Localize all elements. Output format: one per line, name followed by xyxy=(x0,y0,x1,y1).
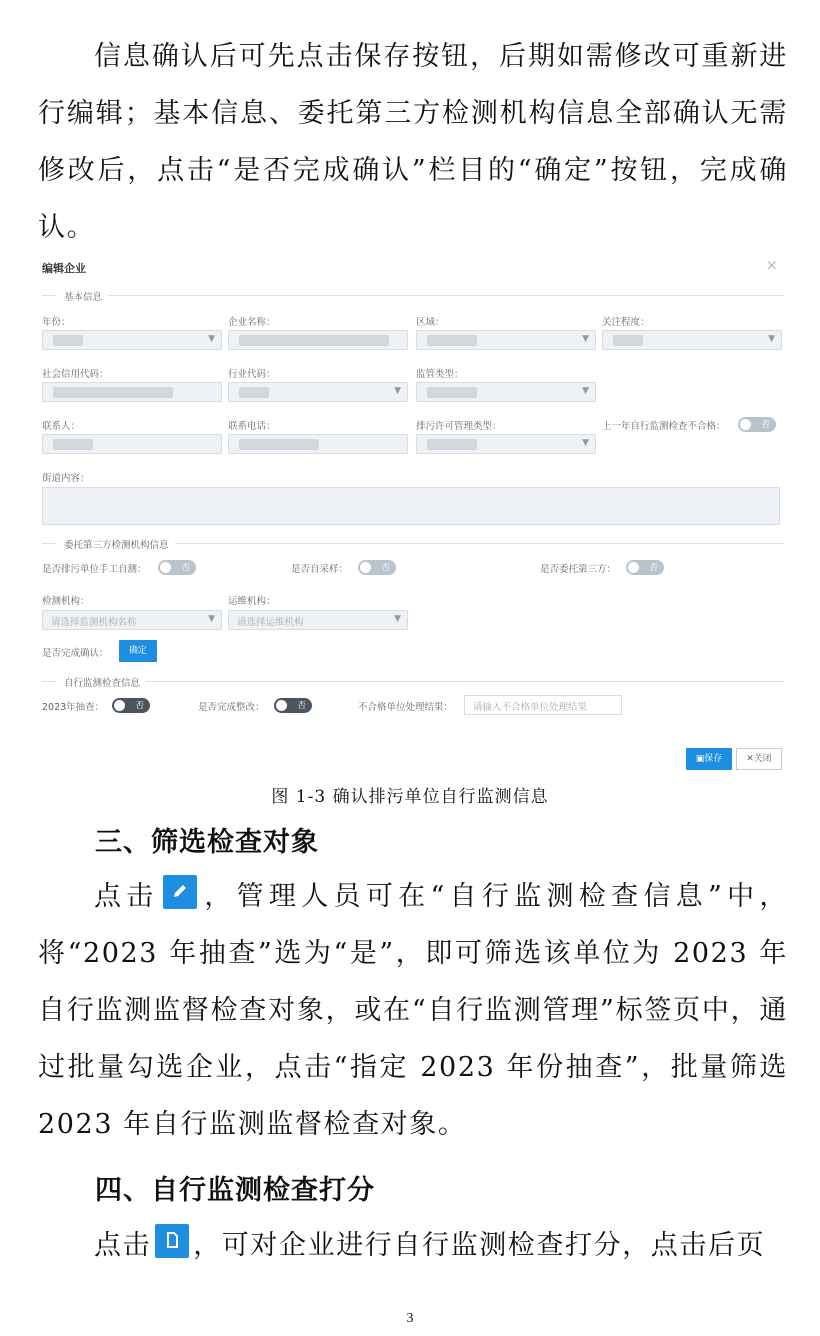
street-textarea[interactable] xyxy=(42,487,780,525)
phone-field[interactable] xyxy=(228,434,408,454)
ops-org-select[interactable]: 请选择运维机构 ▼ xyxy=(228,610,408,630)
section4-text-before: 点击 xyxy=(94,1230,152,1261)
dialog-title: 编辑企业 xyxy=(42,262,86,275)
permit-type-label: 排污许可管理类型： xyxy=(416,421,502,432)
attention-select[interactable] xyxy=(602,330,782,350)
supervision-type-label: 监管类型： xyxy=(416,369,464,380)
chevron-down-icon: ▼ xyxy=(582,386,589,396)
company-name-label: 企业名称： xyxy=(228,317,276,328)
industry-code-label: 行业代码： xyxy=(228,369,276,380)
section-basic-label: 基本信息 xyxy=(64,289,108,303)
company-name-field[interactable] xyxy=(228,330,408,350)
credit-code-field[interactable] xyxy=(42,382,222,402)
heading-select-targets: 三、筛选检查对象 xyxy=(95,827,319,858)
credit-code-label: 社会信用代码： xyxy=(42,369,109,380)
close-icon[interactable]: × xyxy=(765,256,778,274)
spot-2023-toggle[interactable]: 否 xyxy=(112,698,150,713)
section4-paragraph xyxy=(38,1217,788,1274)
self-sampling-label: 是否自采样： xyxy=(291,564,349,575)
chevron-down-icon: ▼ xyxy=(394,614,401,624)
section3-text-after: ，管理人员可在“自行监测检查信息”中，将“2023 年抽查”选为“是”，即可筛选该单位为 2023 年自行监测监督检查对象，或在“自行监测管理”标签页中，通过批量勾选企业，点击“指定 2023 年份抽查”，批量筛选 2023 年自行监测监督检查对象。 xyxy=(38,881,788,1140)
last-year-fail-toggle[interactable]: 否 xyxy=(738,417,776,432)
save-label: 保存 xyxy=(704,754,723,764)
intro-text: 信息确认后可先点击保存按钮，后期如需修改可重新进行编辑；基本信息、委托第三方检测机构信息全部确认无需修改后，点击“是否完成确认”栏目的“确定”按钮，完成确认。 xyxy=(38,41,788,243)
self-sampling-toggle[interactable]: 否 xyxy=(358,560,396,575)
intro-paragraph xyxy=(38,28,788,256)
contact-field[interactable] xyxy=(42,434,222,454)
chevron-down-icon: ▼ xyxy=(208,334,215,344)
spot-2023-label: 2023年抽查： xyxy=(42,702,105,713)
industry-code-select[interactable] xyxy=(228,382,408,402)
chevron-down-icon: ▼ xyxy=(208,614,215,624)
entrust-toggle[interactable]: 否 xyxy=(626,560,664,575)
page-number: 3 xyxy=(406,1311,414,1326)
year-label: 年份： xyxy=(42,317,71,328)
chevron-down-icon: ▼ xyxy=(768,334,775,344)
street-label: 街道内容： xyxy=(42,473,90,484)
phone-label: 联系电话： xyxy=(228,421,276,432)
close-x-icon: ✕ xyxy=(746,754,754,764)
test-org-label: 检测机构： xyxy=(42,596,90,607)
rectified-toggle[interactable]: 否 xyxy=(274,698,312,713)
section-inspection xyxy=(42,674,784,688)
chevron-down-icon: ▼ xyxy=(394,386,401,396)
save-button[interactable] xyxy=(686,748,732,770)
manual-test-toggle[interactable]: 否 xyxy=(158,560,196,575)
document-icon xyxy=(155,1224,189,1258)
contact-label: 联系人： xyxy=(42,421,81,432)
section3-paragraph xyxy=(38,868,788,1153)
entrust-label: 是否委托第三方： xyxy=(540,564,617,575)
attention-label: 关注程度： xyxy=(602,317,650,328)
section3-text-before: 点击 xyxy=(94,881,159,912)
chevron-down-icon: ▼ xyxy=(582,438,589,448)
test-org-select[interactable]: 请选择监测机构名称 ▼ xyxy=(42,610,222,630)
close-button[interactable] xyxy=(736,748,782,770)
region-label: 区域： xyxy=(416,317,445,328)
close-label: 关闭 xyxy=(753,754,772,764)
section-inspection-label: 自行监测检查信息 xyxy=(64,675,146,689)
heading-scoring: 四、自行监测检查打分 xyxy=(95,1175,375,1206)
save-icon: ▣ xyxy=(695,754,705,764)
last-year-fail-label: 上一年自行监测检查不合格： xyxy=(602,421,726,432)
confirmed-label: 是否完成确认： xyxy=(42,648,109,659)
manual-test-label: 是否排污单位手工自测： xyxy=(42,564,147,575)
chevron-down-icon: ▼ xyxy=(582,334,589,344)
section-third-party xyxy=(42,536,784,550)
fail-result-input[interactable]: 请输入不合格单位处理结果 xyxy=(464,695,622,715)
region-select[interactable] xyxy=(416,330,596,350)
ops-org-label: 运维机构： xyxy=(228,596,276,607)
figure-caption: 图 1-3 确认排污单位自行监测信息 xyxy=(271,787,549,807)
permit-type-select[interactable] xyxy=(416,434,596,454)
supervision-type-select[interactable] xyxy=(416,382,596,402)
section-basic-info xyxy=(42,288,784,302)
section4-text-after: ，可对企业进行自行监测检查打分，点击后页 xyxy=(193,1230,766,1261)
year-select[interactable] xyxy=(42,330,222,350)
edit-icon xyxy=(163,875,197,909)
confirm-button[interactable]: 确定 xyxy=(119,640,157,662)
fail-result-label: 不合格单位处理结果： xyxy=(358,702,454,713)
edit-company-dialog xyxy=(38,252,790,777)
section-third-party-label: 委托第三方检测机构信息 xyxy=(64,537,175,551)
rectified-label: 是否完成整改： xyxy=(198,702,265,713)
